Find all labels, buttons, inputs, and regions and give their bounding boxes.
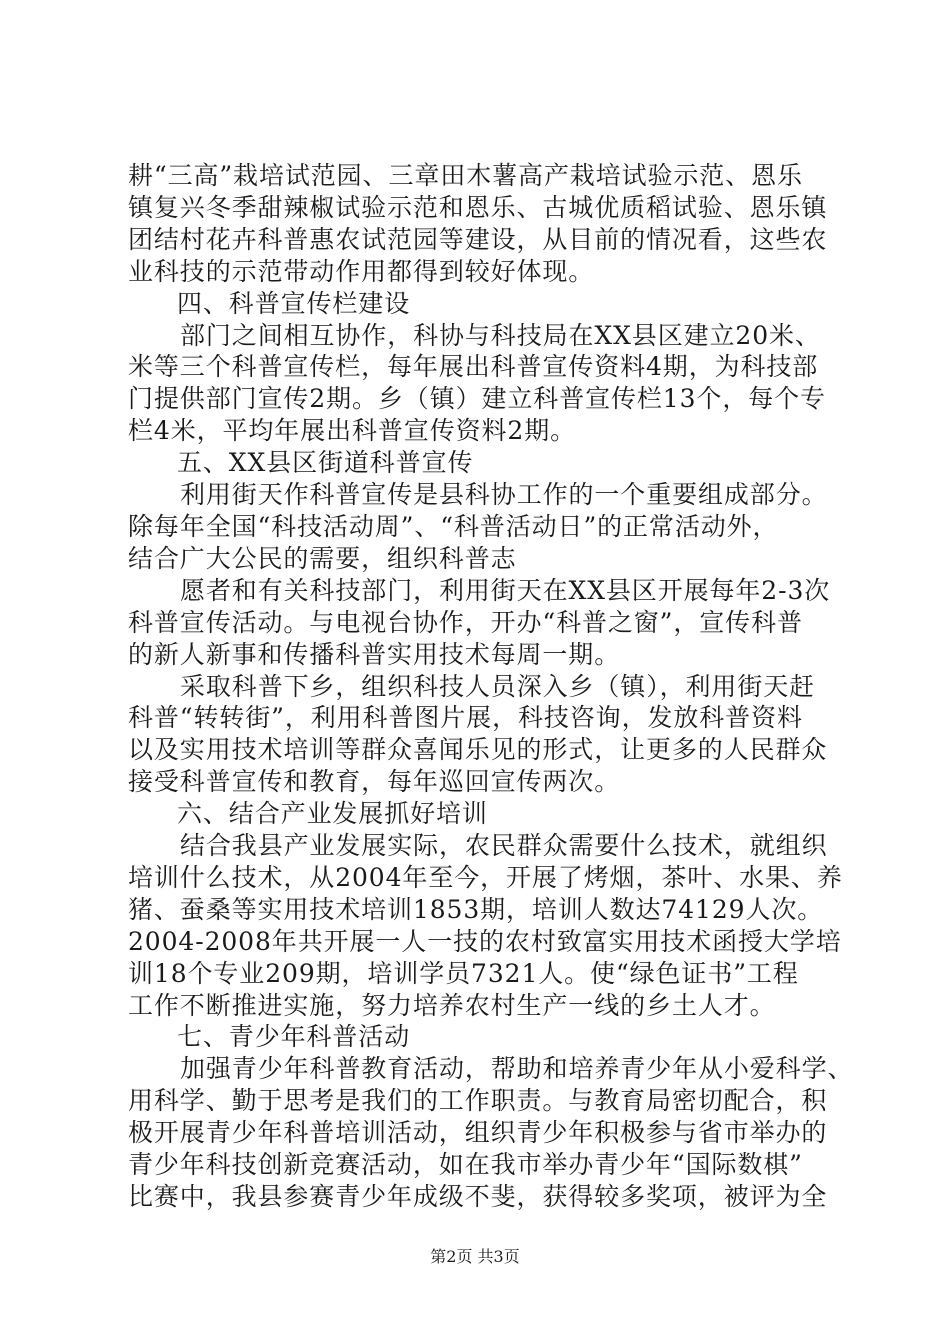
text-line: 比赛中，我县参赛青少年成级不斐，获得较多奖项，被评为全 xyxy=(128,1182,828,1211)
text-line: 结合我县产业发展实际，农民群众需要什么技术，就组织 xyxy=(180,831,828,860)
text-line: 愿者和有关科技部门，利用街天在XX县区开展每年2-3次 xyxy=(180,576,831,605)
text-line: 猪、蚕桑等实用技术培训1853期，培训人数达74129人次。 xyxy=(128,895,824,924)
section-heading: 四、科普宣传栏建设 xyxy=(177,289,411,318)
text-line: 接受科普宣传和教育，每年巡回宣传两次。 xyxy=(128,767,621,796)
text-line: 业科技的示范带动作用都得到较好体现。 xyxy=(128,257,595,286)
text-line: 采取科普下乡，组织科技人员深入乡（镇），利用街天赶 xyxy=(180,672,816,701)
text-line: 门提供部门宣传2期。乡（镇）建立科普宣传栏13个，每个专 xyxy=(128,384,826,413)
text-line: 工作不断推进实施，努力培养农村生产一线的乡土人才。 xyxy=(128,991,776,1020)
text-line: 以及实用技术培训等群众喜闻乐见的形式，让更多的人民群众 xyxy=(128,735,828,764)
text-line: 栏4米，平均年展出科普宣传资料2期。 xyxy=(128,416,577,445)
text-line: 2004-2008年共开展一人一技的农村致富实用技术函授大学培 xyxy=(128,927,842,956)
text-line: 科普“转转街”，利用科普图片展，科技咨询，发放科普资料 xyxy=(128,703,803,732)
text-line: 团结村花卉科普惠农试范园等建设，从目前的情况看，这些农 xyxy=(128,225,828,254)
text-line: 加强青少年科普教育活动，帮助和培养青少年从小爱科学、 xyxy=(180,1054,854,1083)
text-line: 结合广大公民的需要，组织科普志 xyxy=(128,544,517,573)
text-line: 部门之间相互协作，科协与科技局在XX县区建立20米、 xyxy=(180,321,821,350)
text-line: 的新人新事和传播科普实用技术每周一期。 xyxy=(128,640,621,669)
text-line: 训18个专业209期，培训学员7321人。使“绿色证书”工程 xyxy=(128,959,799,988)
text-line: 利用街天作科普宣传是县科协工作的一个重要组成部分。 xyxy=(180,480,828,509)
text-line: 耕“三高”栽培试范园、三章田木薯高产栽培试验示范、恩乐 xyxy=(128,161,803,190)
text-line: 用科学、勤于思考是我们的工作职责。与教育局密切配合，积 xyxy=(128,1086,828,1115)
text-line: 镇复兴冬季甜辣椒试验示范和恩乐、古城优质稻试验、恩乐镇 xyxy=(128,193,828,222)
text-line: 科普宣传活动。与电视台协作，开办“科普之窗”，宣传科普 xyxy=(128,608,803,637)
page-number: 第2页 共3页 xyxy=(430,1247,520,1266)
text-line: 青少年科技创新竞赛活动，如在我市举办青少年“国际数棋” xyxy=(128,1150,803,1179)
text-line: 除每年全国“科技活动周”、“科普活动日”的正常活动外， xyxy=(128,512,779,541)
section-heading: 六、结合产业发展抓好培训 xyxy=(177,799,488,828)
section-heading: 七、青少年科普活动 xyxy=(177,1022,411,1051)
text-line: 米等三个科普宣传栏，每年展出科普宣传资料4期，为科技部 xyxy=(128,352,819,381)
text-line: 培训什么技术，从2004年至今，开展了烤烟，茶叶、水果、养 xyxy=(128,863,843,892)
text-line: 极开展青少年科普培训活动，组织青少年积极参与省市举办的 xyxy=(128,1118,828,1147)
section-heading: 五、XX县区街道科普宣传 xyxy=(177,448,474,477)
